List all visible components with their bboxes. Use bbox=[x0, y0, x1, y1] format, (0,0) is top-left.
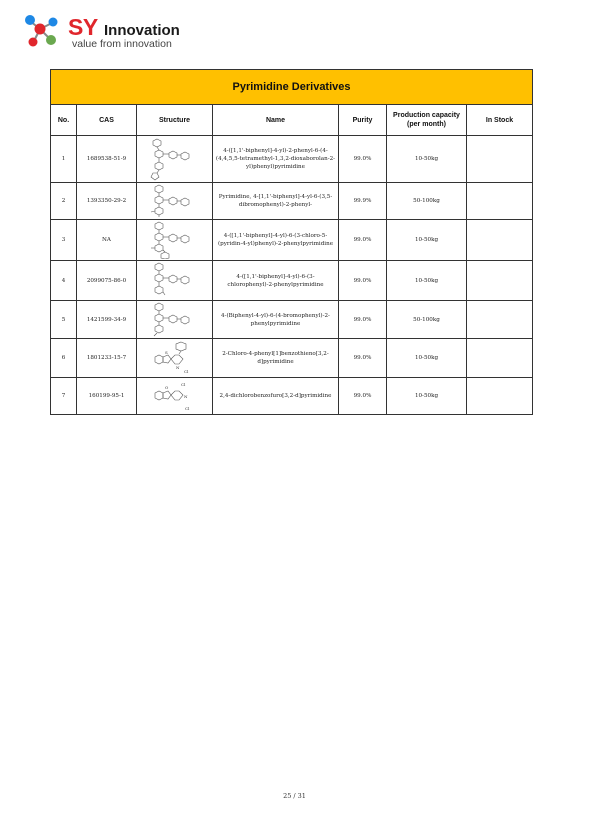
chlorine-label-bottom: Cl bbox=[184, 406, 189, 411]
nitrogen-label: N bbox=[175, 365, 179, 370]
cell-capacity: 50-100kg bbox=[387, 301, 467, 339]
table-row bbox=[51, 183, 533, 220]
cell-name: 4-([1,1'-biphenyl]-4-yl)-6-(3-chloro-5-(pyridin-4-yl)phenyl)-2-phenylpyrimidine bbox=[213, 220, 339, 261]
cell-stock bbox=[467, 261, 533, 301]
cell-no: 1 bbox=[51, 136, 77, 183]
oxygen-label: O bbox=[164, 385, 168, 390]
header-no: No. bbox=[51, 105, 77, 136]
cell-structure bbox=[137, 183, 213, 220]
table-row bbox=[51, 261, 533, 301]
cell-name: 2-Chloro-4-phenyl[1]benzothieno[3,2-d]pyrimidine bbox=[213, 339, 339, 378]
cell-no: 3 bbox=[51, 220, 77, 261]
cell-capacity: 10-50kg bbox=[387, 220, 467, 261]
structure-image bbox=[145, 221, 205, 259]
cell-structure bbox=[137, 301, 213, 339]
table-row bbox=[51, 339, 533, 378]
cell-no: 2 bbox=[51, 183, 77, 220]
cell-structure bbox=[137, 339, 213, 378]
cell-cas: 1801233-15-7 bbox=[77, 339, 137, 378]
cell-stock bbox=[467, 136, 533, 183]
cell-no: 6 bbox=[51, 339, 77, 378]
cell-capacity: 10-50kg bbox=[387, 378, 467, 415]
cell-cas: NA bbox=[77, 220, 137, 261]
logo-innovation-text: Innovation bbox=[104, 22, 180, 39]
cell-name: 4-([1,1'-biphenyl]-4-yl)-6-(3-chlorophenyl)-2-phenylpyrimidine bbox=[213, 261, 339, 301]
table-row bbox=[51, 301, 533, 339]
cell-name: Pyrimidine, 4-[1,1'-biphenyl]-4-yl-6-(3,5-dibromophenyl)-2-phenyl- bbox=[213, 183, 339, 220]
page-number: 25 / 31 bbox=[283, 792, 306, 800]
cell-purity: 99.0% bbox=[339, 378, 387, 415]
cell-capacity: 10-50kg bbox=[387, 136, 467, 183]
cell-structure bbox=[137, 136, 213, 183]
cell-stock bbox=[467, 220, 533, 261]
cell-structure bbox=[137, 261, 213, 301]
logo-tagline: value from innovation bbox=[72, 38, 172, 50]
cell-stock bbox=[467, 339, 533, 378]
cell-no: 4 bbox=[51, 261, 77, 301]
product-table bbox=[50, 69, 533, 415]
cell-stock bbox=[467, 183, 533, 220]
cell-stock bbox=[467, 301, 533, 339]
cell-capacity: 10-50kg bbox=[387, 261, 467, 301]
header-stock: In Stock bbox=[467, 105, 533, 136]
header-capacity: Production capacity (per month) bbox=[387, 105, 467, 136]
cell-name: 2,4-dichlorobenzofuro[3,2-d]pyrimidine bbox=[213, 378, 339, 415]
cell-cas: 1689538-51-9 bbox=[77, 136, 137, 183]
molecule-logo-icon bbox=[22, 11, 66, 49]
cell-structure bbox=[137, 378, 213, 415]
cell-purity: 99.0% bbox=[339, 339, 387, 378]
structure-image bbox=[145, 340, 205, 376]
cell-cas: 2099075-86-0 bbox=[77, 261, 137, 301]
structure-image bbox=[145, 262, 205, 300]
table-title: Pyrimidine Derivatives bbox=[51, 70, 533, 105]
cell-capacity: 10-50kg bbox=[387, 339, 467, 378]
cell-no: 7 bbox=[51, 378, 77, 415]
cell-no: 5 bbox=[51, 301, 77, 339]
nitrogen-label: N bbox=[183, 394, 187, 399]
logo-sy-text: SY bbox=[68, 14, 98, 40]
cell-purity: 99.0% bbox=[339, 136, 387, 183]
table-row bbox=[51, 378, 533, 415]
table-row bbox=[51, 136, 533, 183]
structure-image bbox=[145, 184, 205, 218]
cell-purity: 99.9% bbox=[339, 183, 387, 220]
header-purity: Purity bbox=[339, 105, 387, 136]
cell-cas: 1393350-29-2 bbox=[77, 183, 137, 220]
company-logo bbox=[22, 11, 222, 51]
sulfur-label: S bbox=[164, 350, 168, 355]
table-row bbox=[51, 220, 533, 261]
cell-cas: 160199-95-1 bbox=[77, 378, 137, 415]
chlorine-label-top: Cl bbox=[180, 382, 185, 387]
structure-image bbox=[145, 379, 205, 413]
header-cas: CAS bbox=[77, 105, 137, 136]
cell-capacity: 50-100kg bbox=[387, 183, 467, 220]
cell-name: 4-([1,1'-biphenyl]-4-yl)-2-phenyl-6-(4-(4,4,5,5-tetramethyl-1,3,2-dioxaborolan-2-yl)phenyl)pyrimidine bbox=[213, 136, 339, 183]
cell-cas: 1421599-34-9 bbox=[77, 301, 137, 339]
header-name: Name bbox=[213, 105, 339, 136]
structure-image bbox=[145, 302, 205, 338]
cell-name: 4-(Biphenyl-4-yl)-6-(4-bromophenyl)-2-phenylpyrimidine bbox=[213, 301, 339, 339]
cell-stock bbox=[467, 378, 533, 415]
cell-purity: 99.0% bbox=[339, 261, 387, 301]
structure-image bbox=[145, 137, 205, 181]
cell-structure bbox=[137, 220, 213, 261]
cell-purity: 99.0% bbox=[339, 301, 387, 339]
header-structure: Structure bbox=[137, 105, 213, 136]
chlorine-label: Cl bbox=[183, 369, 188, 374]
cell-purity: 99.0% bbox=[339, 220, 387, 261]
